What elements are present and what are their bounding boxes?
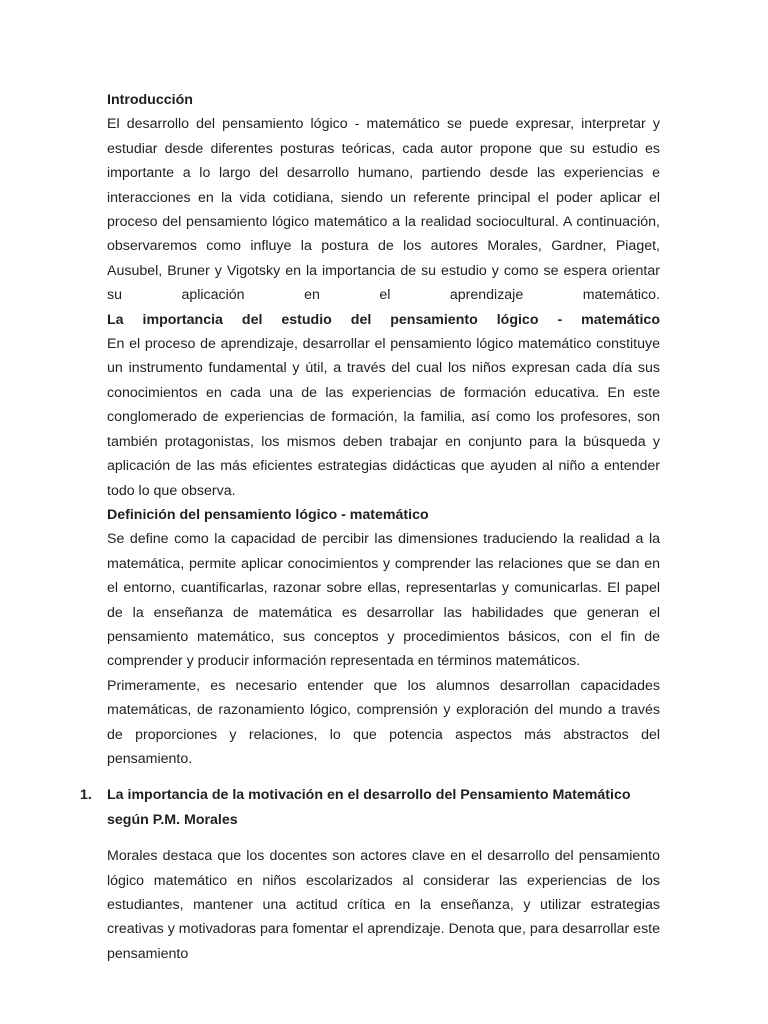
first-paragraph: Primeramente, es necesario entender que los alumnos desarrollan capacidades matemáticas, de razonamiento lógico, comprensión y exploración del mundo a través de proporciones y relaciones, lo que potencia aspectos más abstractos del pensamiento. xyxy=(107,677,660,767)
document-body xyxy=(80,88,660,966)
section-spacer xyxy=(107,771,660,783)
section-1-heading: La importancia de la motivación en el desarrollo del Pensamiento Matemático según P.M. Morales xyxy=(107,787,631,828)
section-1-number: 1. xyxy=(80,787,92,804)
definition-paragraph: Se define como la capacidad de percibir las dimensiones traduciendo la realidad a la matemática, permite aplicar conocimientos y comprender las relaciones que se dan en el entorno, cuantificarlas, razonar sobre ellas, representarlas y comunicarlas. El papel de la enseñanza de matemática es desarrollar las habilidades que generan el pensamiento matemático, sus conceptos y procedimientos básicos, con el fin de comprender y producir información representada en términos matemáticos. xyxy=(107,531,660,670)
section-spacer xyxy=(107,832,660,844)
intro-paragraph: El desarrollo del pensamiento lógico - matemático se puede expresar, interpretar y estudiar desde diferentes posturas teóricas, cada autor propone que su estudio es importante a lo largo del desarrollo humano, partiendo desde las experiencias e interacciones en la vida cotidiana, siendo un referente principal el poder aplicar el proceso del pensamiento lógico matemático a la realidad sociocultural. A continuación, observaremos como influye la postura de los autores Morales, Gardner, Piaget, Ausubel, Bruner y Vigotsky en la importancia de su estudio y como se espera orientar su aplicación en el aprendizaje matemático. xyxy=(107,116,660,304)
section-1-heading-block xyxy=(80,783,660,832)
importance-heading: La importancia del estudio del pensamiento lógico - matemático xyxy=(107,311,660,328)
importance-paragraph: En el proceso de aprendizaje, desarrollar el pensamiento lógico matemático constituye un instrumento fundamental y útil, a través del cual los niños expresan cada día sus conocimientos en cada una de las experiencias de formación educativa. En este conglomerado de experiencias de formación, la familia, así como los profesores, son también protagonistas, los mismos deben trabajar en conjunto para la búsqueda y aplicación de las más eficientes estrategias didácticas que ayuden al niño a entender todo lo que observa. xyxy=(107,336,660,499)
morales-paragraph: Morales destaca que los docentes son actores clave en el desarrollo del pensamiento lógico matemático en niños escolarizados al considerar las experiencias de los estudiantes, mantener una actitud crítica en la enseñanza, y utilizar estrategias creativas y motivadoras para fomentar el aprendizaje. Denota que, para desarrollar este pensamiento xyxy=(107,848,660,962)
definition-heading: Definición del pensamiento lógico - matemático xyxy=(107,506,429,523)
intro-heading: Introducción xyxy=(107,92,193,108)
